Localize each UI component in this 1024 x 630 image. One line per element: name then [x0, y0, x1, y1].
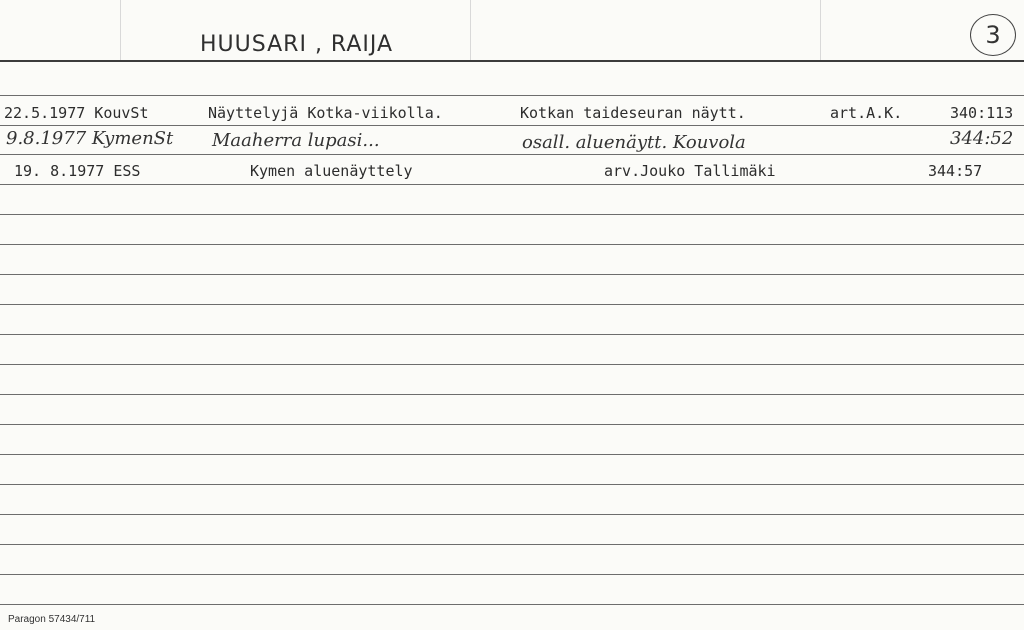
entry-date: 19. 8.1977 ESS [14, 162, 141, 180]
entry-title: Kymen aluenäyttely [250, 162, 413, 180]
ruled-line [0, 95, 1024, 96]
ruled-line [0, 454, 1024, 455]
entry-title: Näyttelyjä Kotka-viikolla. [208, 104, 443, 122]
ruled-line [0, 214, 1024, 215]
ruled-line [0, 394, 1024, 395]
ruled-line [0, 484, 1024, 485]
ruled-line [0, 184, 1024, 185]
entry-info-handwritten: osall. aluenäytt. Kouvola [522, 132, 746, 153]
ruled-line [0, 274, 1024, 275]
ruled-line [0, 125, 1024, 126]
printer-imprint: Paragon 57434/711 [8, 614, 96, 625]
entry-code-handwritten: 344:52 [950, 128, 1014, 149]
entry-code: 340:113 [950, 104, 1014, 122]
ruled-line [0, 244, 1024, 245]
entry-title-handwritten: Maaherra lupasi... [212, 130, 380, 151]
entry-info: Kotkan taideseuran näytt. [520, 104, 746, 122]
entry-code: 344:57 [928, 162, 983, 180]
ruled-line [0, 334, 1024, 335]
ruled-line [0, 424, 1024, 425]
header-rule [0, 60, 1024, 62]
ruled-line [0, 154, 1024, 155]
top-guide-line [120, 0, 121, 60]
entry-date-handwritten: 9.8.1977 KymenSt [6, 128, 174, 149]
ruled-line [0, 574, 1024, 575]
ruled-line [0, 604, 1024, 605]
ruled-line [0, 544, 1024, 545]
ruled-line [0, 514, 1024, 515]
entry-date: 22.5.1977 KouvSt [4, 104, 149, 122]
card-number-value: 3 [985, 21, 1001, 49]
entry-author: art.A.K. [830, 104, 903, 122]
top-guide-line [470, 0, 471, 60]
ruled-line [0, 364, 1024, 365]
ruled-line [0, 304, 1024, 305]
card-name: HUUSARI , RAIJA [200, 32, 394, 57]
entry-info: arv.Jouko Tallimäki [604, 162, 776, 180]
top-guide-line [820, 0, 821, 60]
card-number [970, 14, 1016, 56]
